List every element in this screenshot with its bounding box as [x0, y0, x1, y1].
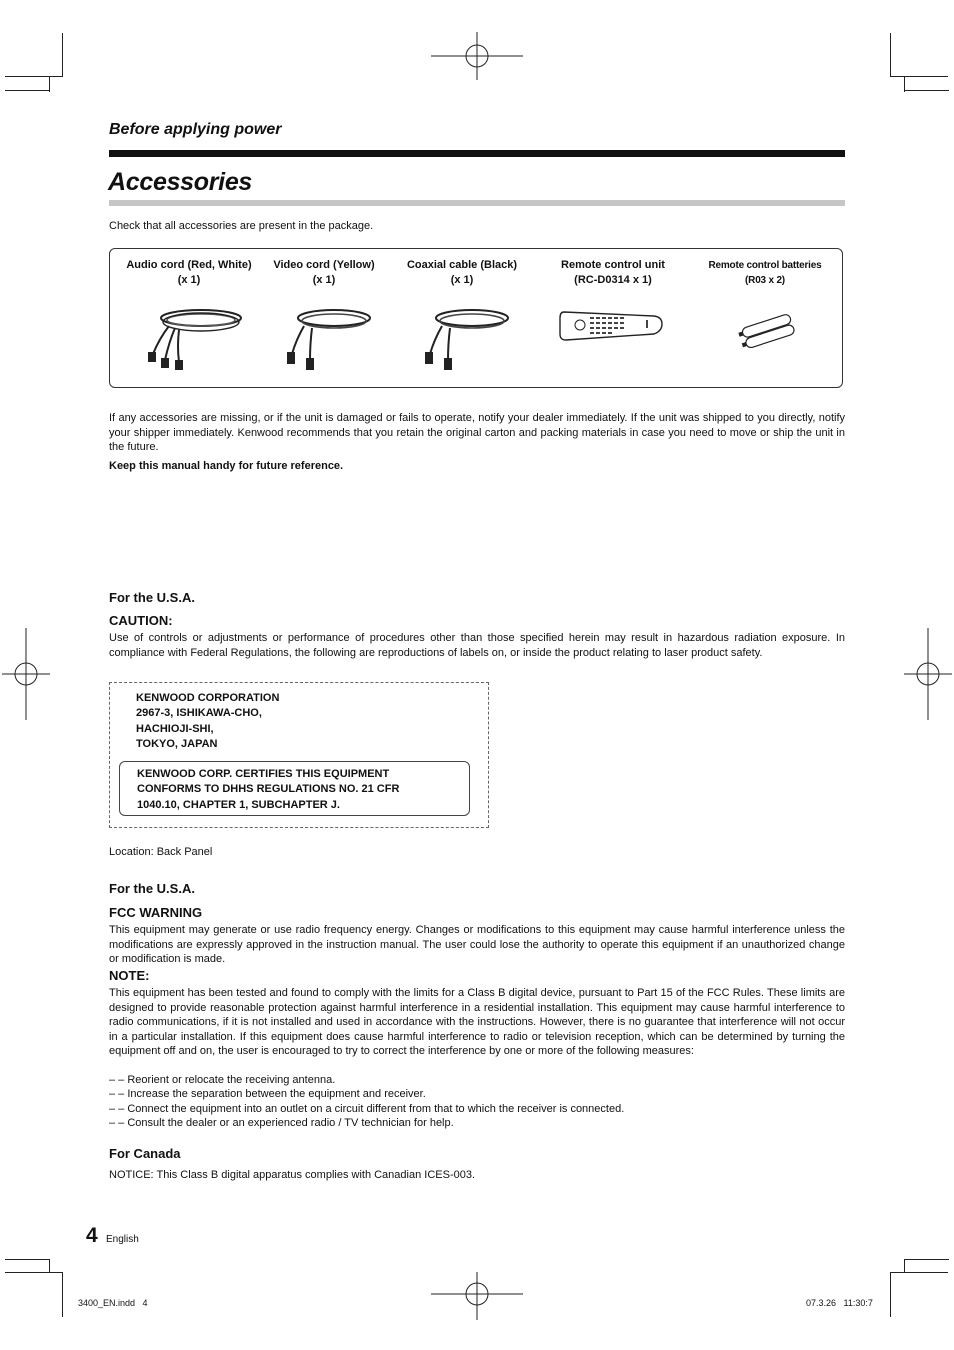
page-title: Accessories — [108, 168, 253, 196]
accessory-qty: (RC-D0314 x 1) — [574, 274, 652, 286]
intro-text: Check that all accessories are present in the package. — [109, 220, 374, 232]
accessory-batteries — [690, 258, 840, 288]
accessory-qty: (x 1) — [450, 274, 474, 286]
accessory-remote-control — [538, 258, 688, 288]
note-body: This equipment has been tested and found to comply with the limits for a Class B digital device, pursuant to Part 15 of the FCC Rules. These limits are designed to provide reasonable protection against harmful interference in a residential installation. This equipment may cause harmful interference to radio communications, if it is not installed and used in accordance with the instructions. However, there is no guarantee that interference will not occur in a particular installation. If this equipment does cause harmful interference to radio or television reception, which can be determined by turning the equipment off and on, the user is encouraged to try to correct the interference by one or more of the following measures: — [109, 987, 845, 1058]
batteries-icon — [735, 312, 805, 348]
print-timestamp: 07.3.26 11:30:7 — [806, 1298, 873, 1308]
accessory-name: Coaxial cable (Black) — [406, 259, 518, 271]
accessory-name: Video cord (Yellow) — [273, 259, 375, 271]
label-certification-box — [119, 761, 470, 816]
registration-mark-right — [904, 628, 952, 720]
caution-region: For the U.S.A. — [109, 590, 195, 605]
file-name: 3400_EN.indd 4 — [78, 1298, 148, 1308]
page-number: 4 — [86, 1224, 98, 1247]
audio-cord-icon — [139, 304, 244, 374]
header-rule — [109, 150, 845, 157]
title-rule — [109, 200, 845, 206]
registration-mark-bottom — [431, 1272, 523, 1320]
keep-manual-note: Keep this manual handy for future reference. — [109, 460, 344, 472]
video-cord-icon — [274, 304, 379, 374]
measure-item: – – Reorient or relocate the receiving antenna. — [109, 1074, 336, 1086]
canada-heading: For Canada — [109, 1146, 181, 1161]
accessory-name: Audio cord (Red, White) — [126, 259, 252, 271]
registration-mark-left — [2, 628, 50, 720]
registration-mark-top — [431, 32, 523, 80]
accessories-box — [109, 248, 843, 388]
fcc-region: For the U.S.A. — [109, 881, 195, 896]
label-location: Location: Back Panel — [109, 846, 213, 858]
measure-item: – – Connect the equipment into an outlet on a circuit different from that to which the receiver is connected. — [109, 1103, 625, 1115]
accessory-name: Remote control unit — [561, 259, 665, 271]
accessory-qty: (x 1) — [177, 274, 201, 286]
section-header: Before applying power — [109, 121, 282, 138]
measure-item: – – Consult the dealer or an experienced radio / TV technician for help. — [109, 1117, 454, 1129]
accessory-name: Remote control batteries — [708, 260, 822, 271]
note-heading: NOTE: — [109, 968, 150, 983]
laser-label — [109, 682, 489, 828]
canada-notice: NOTICE: This Class B digital apparatus complies with Canadian ICES-003. — [109, 1169, 476, 1181]
fcc-heading: FCC WARNING — [109, 905, 203, 920]
measure-item: – – Increase the separation between the equipment and receiver. — [109, 1088, 426, 1100]
remote-control-icon — [558, 308, 668, 348]
accessory-coaxial-cable — [387, 258, 537, 288]
label-address: KENWOOD CORPORATION 2967-3, ISHIKAWA-CHO, HACHIOJI-SHI, TOKYO, JAPAN — [136, 692, 280, 750]
accessory-audio-cord — [114, 258, 264, 288]
accessory-video-cord — [249, 258, 399, 288]
label-certification: KENWOOD CORP. CERTIFIES THIS EQUIPMENT CONFORMS TO DHHS REGULATIONS NO. 21 CFR 1040.10, CHAPTER 1, SUBCHAPTER J. — [137, 768, 400, 811]
coaxial-cable-icon — [412, 304, 517, 374]
missing-notice: If any accessories are missing, or if the unit is damaged or fails to operate, notify your dealer immediately. If the unit was shipped to you directly, notify your shipper immediately. Kenwood recommends that you retain the original carton and packing materials in case you need to move or ship the unit in the future. — [109, 412, 845, 454]
accessory-qty: (x 1) — [312, 274, 336, 286]
caution-body: Use of controls or adjustments or performance of procedures other than those specified herein may result in hazardous radiation exposure. In compliance with Federal Regulations, the following are reproductions of labels on, or inside the product relating to laser product safety. — [109, 632, 845, 659]
fcc-body: This equipment may generate or use radio frequency energy. Changes or modifications to this equipment may cause harmful interference unless the modifications are expressly approved in the instruction manual. The user could lose the authority to operate this equipment if an unauthorized change or modification is made. — [109, 924, 845, 966]
accessory-qty: (R03 x 2) — [745, 275, 785, 286]
caution-heading: CAUTION: — [109, 613, 173, 628]
page-language: English — [106, 1234, 139, 1245]
